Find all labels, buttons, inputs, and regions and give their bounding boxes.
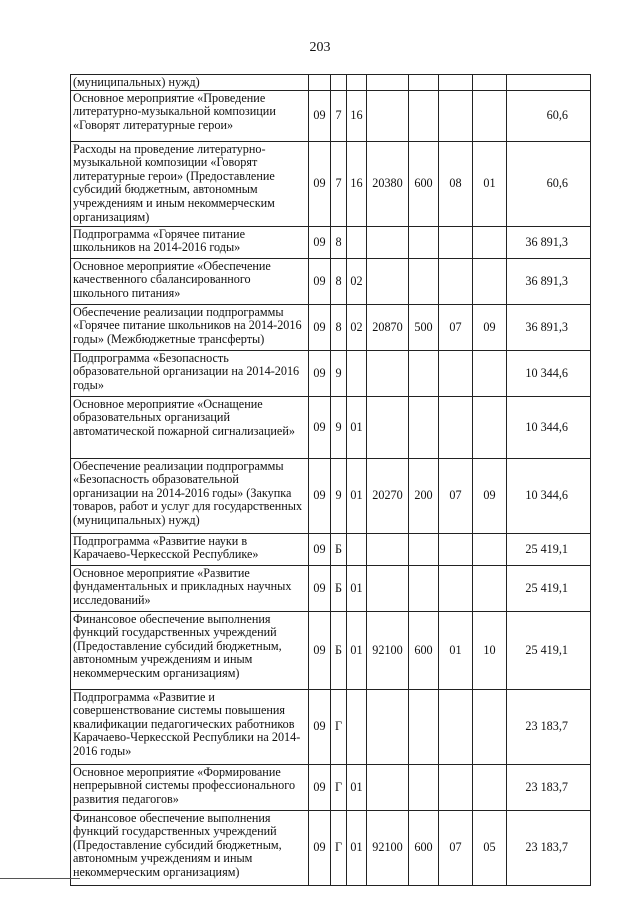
code-cell-c5 — [409, 75, 439, 91]
code-cell-c3: 01 — [347, 810, 367, 885]
table-row — [71, 75, 591, 91]
code-cell-c2: 9 — [331, 396, 347, 458]
code-cell-c2: 7 — [331, 141, 347, 226]
code-cell-c4 — [367, 764, 409, 810]
amount-cell: 36 891,3 — [507, 226, 591, 258]
code-cell-c1: 09 — [309, 611, 331, 689]
code-cell-c6 — [439, 75, 473, 91]
amount-cell: 36 891,3 — [507, 258, 591, 304]
table-row — [71, 350, 591, 396]
table-row — [71, 533, 591, 565]
row-name-cell: Основное мероприятие «Оснащение образовательных организаций автоматической пожарной сигнализацией» — [71, 396, 309, 458]
row-name-cell: Подпрограмма «Безопасность образовательной организации на 2014-2016 годы» — [71, 350, 309, 396]
code-cell-c2: 8 — [331, 226, 347, 258]
code-cell-c4: 92100 — [367, 611, 409, 689]
code-cell-c3: 16 — [347, 141, 367, 226]
code-cell-c2 — [331, 75, 347, 91]
code-cell-c2: Б — [331, 611, 347, 689]
code-cell-c6 — [439, 689, 473, 764]
code-cell-c4: 20870 — [367, 304, 409, 350]
table-row — [71, 90, 591, 141]
code-cell-c7 — [473, 764, 507, 810]
row-name-cell: Основное мероприятие «Развитие фундаментальных и прикладных научных исследований» — [71, 565, 309, 611]
code-cell-c5 — [409, 533, 439, 565]
code-cell-c1: 09 — [309, 350, 331, 396]
code-cell-c3: 01 — [347, 764, 367, 810]
code-cell-c3: 01 — [347, 565, 367, 611]
code-cell-c4 — [367, 533, 409, 565]
code-cell-c2: 9 — [331, 458, 347, 533]
amount-cell: 23 183,7 — [507, 689, 591, 764]
code-cell-c5 — [409, 90, 439, 141]
code-cell-c5 — [409, 226, 439, 258]
code-cell-c1: 09 — [309, 810, 331, 885]
code-cell-c7 — [473, 75, 507, 91]
code-cell-c1: 09 — [309, 533, 331, 565]
code-cell-c5 — [409, 764, 439, 810]
amount-cell: 23 183,7 — [507, 810, 591, 885]
row-name-cell: Расходы на проведение литературно-музыкальной композиции «Говорят литературные герои» (Предоставление субсидий бюджетным, автономным учреждениям и иным некоммерческим организациям) — [71, 141, 309, 226]
table-row — [71, 764, 591, 810]
code-cell-c7 — [473, 226, 507, 258]
code-cell-c1: 09 — [309, 764, 331, 810]
table-row — [71, 258, 591, 304]
page-number: 203 — [309, 40, 331, 55]
amount-cell: 36 891,3 — [507, 304, 591, 350]
code-cell-c5: 600 — [409, 611, 439, 689]
code-cell-c6: 07 — [439, 458, 473, 533]
code-cell-c4: 20380 — [367, 141, 409, 226]
code-cell-c4: 92100 — [367, 810, 409, 885]
code-cell-c1: 09 — [309, 90, 331, 141]
code-cell-c7 — [473, 350, 507, 396]
code-cell-c6 — [439, 533, 473, 565]
budget-table — [70, 74, 591, 886]
table-row — [71, 141, 591, 226]
amount-cell: 25 419,1 — [507, 611, 591, 689]
table-row — [71, 689, 591, 764]
row-name-cell: Подпрограмма «Развитие и совершенствование системы повышения квалификации педагогических работников Карачаево-Черкесской Республики на 2014-2016 годы» — [71, 689, 309, 764]
row-name-cell: (муниципальных) нужд) — [71, 75, 309, 91]
code-cell-c3: 01 — [347, 611, 367, 689]
code-cell-c2: Б — [331, 565, 347, 611]
table-row — [71, 810, 591, 885]
row-name-cell: Подпрограмма «Горячее питание школьников на 2014-2016 годы» — [71, 226, 309, 258]
code-cell-c7: 09 — [473, 304, 507, 350]
code-cell-c5 — [409, 258, 439, 304]
amount-cell — [507, 75, 591, 91]
code-cell-c3 — [347, 689, 367, 764]
code-cell-c7: 01 — [473, 141, 507, 226]
code-cell-c5: 500 — [409, 304, 439, 350]
code-cell-c3: 16 — [347, 90, 367, 141]
row-name-cell: Основное мероприятие «Обеспечение качественного сбалансированного школьного питания» — [71, 258, 309, 304]
code-cell-c1 — [309, 75, 331, 91]
amount-cell: 10 344,6 — [507, 396, 591, 458]
code-cell-c5 — [409, 689, 439, 764]
code-cell-c3 — [347, 226, 367, 258]
row-name-cell: Обеспечение реализации подпрограммы «Горячее питание школьников на 2014-2016 годы» (Межбюджетные трансферты) — [71, 304, 309, 350]
code-cell-c7 — [473, 533, 507, 565]
code-cell-c5: 600 — [409, 810, 439, 885]
amount-cell: 25 419,1 — [507, 565, 591, 611]
code-cell-c7 — [473, 689, 507, 764]
code-cell-c1: 09 — [309, 396, 331, 458]
code-cell-c2: 8 — [331, 304, 347, 350]
code-cell-c3: 01 — [347, 396, 367, 458]
row-name-cell: Финансовое обеспечение выполнения функций государственных учреждений (Предоставление субсидий бюджетным, автономным учреждениям и иным некоммерческим организациям) — [71, 810, 309, 885]
code-cell-c7 — [473, 258, 507, 304]
code-cell-c7 — [473, 396, 507, 458]
code-cell-c3: 01 — [347, 458, 367, 533]
table-row — [71, 458, 591, 533]
code-cell-c6 — [439, 258, 473, 304]
code-cell-c5 — [409, 350, 439, 396]
code-cell-c3 — [347, 350, 367, 396]
table-row — [71, 304, 591, 350]
code-cell-c4 — [367, 226, 409, 258]
code-cell-c5 — [409, 396, 439, 458]
row-name-cell: Подпрограмма «Развитие науки в Карачаево-Черкесской Республике» — [71, 533, 309, 565]
code-cell-c6 — [439, 396, 473, 458]
code-cell-c1: 09 — [309, 689, 331, 764]
amount-cell: 10 344,6 — [507, 350, 591, 396]
amount-cell: 60,6 — [507, 90, 591, 141]
code-cell-c1: 09 — [309, 458, 331, 533]
code-cell-c4: 20270 — [367, 458, 409, 533]
code-cell-c6 — [439, 764, 473, 810]
row-name-cell: Обеспечение реализации подпрограммы «Безопасность образовательной организации на 2014-2016 годы» (Закупка товаров, работ и услуг для государственных (муниципальных) нужд) — [71, 458, 309, 533]
code-cell-c1: 09 — [309, 565, 331, 611]
code-cell-c2: Г — [331, 810, 347, 885]
code-cell-c1: 09 — [309, 258, 331, 304]
code-cell-c1: 09 — [309, 141, 331, 226]
code-cell-c6: 01 — [439, 611, 473, 689]
code-cell-c6: 07 — [439, 810, 473, 885]
code-cell-c3 — [347, 533, 367, 565]
code-cell-c4 — [367, 396, 409, 458]
code-cell-c7: 05 — [473, 810, 507, 885]
amount-cell: 60,6 — [507, 141, 591, 226]
code-cell-c2: Г — [331, 764, 347, 810]
code-cell-c4 — [367, 75, 409, 91]
code-cell-c3 — [347, 75, 367, 91]
table-row — [71, 565, 591, 611]
code-cell-c3: 02 — [347, 258, 367, 304]
amount-cell: 23 183,7 — [507, 764, 591, 810]
amount-cell: 25 419,1 — [507, 533, 591, 565]
code-cell-c6: 07 — [439, 304, 473, 350]
code-cell-c7: 09 — [473, 458, 507, 533]
code-cell-c2: 9 — [331, 350, 347, 396]
code-cell-c6 — [439, 350, 473, 396]
code-cell-c4 — [367, 90, 409, 141]
code-cell-c6 — [439, 90, 473, 141]
code-cell-c2: Б — [331, 533, 347, 565]
row-name-cell: Основное мероприятие «Формирование непрерывной системы профессионального развития педагогов» — [71, 764, 309, 810]
footer-rule — [0, 878, 80, 879]
code-cell-c6: 08 — [439, 141, 473, 226]
row-name-cell: Финансовое обеспечение выполнения функций государственных учреждений (Предоставление субсидий бюджетным, автономным учреждениям и иным некоммерческим организациям) — [71, 611, 309, 689]
code-cell-c4 — [367, 565, 409, 611]
code-cell-c4 — [367, 350, 409, 396]
code-cell-c4 — [367, 689, 409, 764]
code-cell-c2: Г — [331, 689, 347, 764]
row-name-cell: Основное мероприятие «Проведение литературно-музыкальной композиции «Говорят литературные герои» — [71, 90, 309, 141]
code-cell-c2: 8 — [331, 258, 347, 304]
code-cell-c3: 02 — [347, 304, 367, 350]
code-cell-c2: 7 — [331, 90, 347, 141]
code-cell-c6 — [439, 226, 473, 258]
code-cell-c4 — [367, 258, 409, 304]
amount-cell: 10 344,6 — [507, 458, 591, 533]
code-cell-c1: 09 — [309, 304, 331, 350]
table-row — [71, 226, 591, 258]
code-cell-c7 — [473, 565, 507, 611]
code-cell-c5: 200 — [409, 458, 439, 533]
code-cell-c5 — [409, 565, 439, 611]
table-row — [71, 611, 591, 689]
table-row — [71, 396, 591, 458]
code-cell-c1: 09 — [309, 226, 331, 258]
code-cell-c6 — [439, 565, 473, 611]
code-cell-c7: 10 — [473, 611, 507, 689]
code-cell-c7 — [473, 90, 507, 141]
code-cell-c5: 600 — [409, 141, 439, 226]
